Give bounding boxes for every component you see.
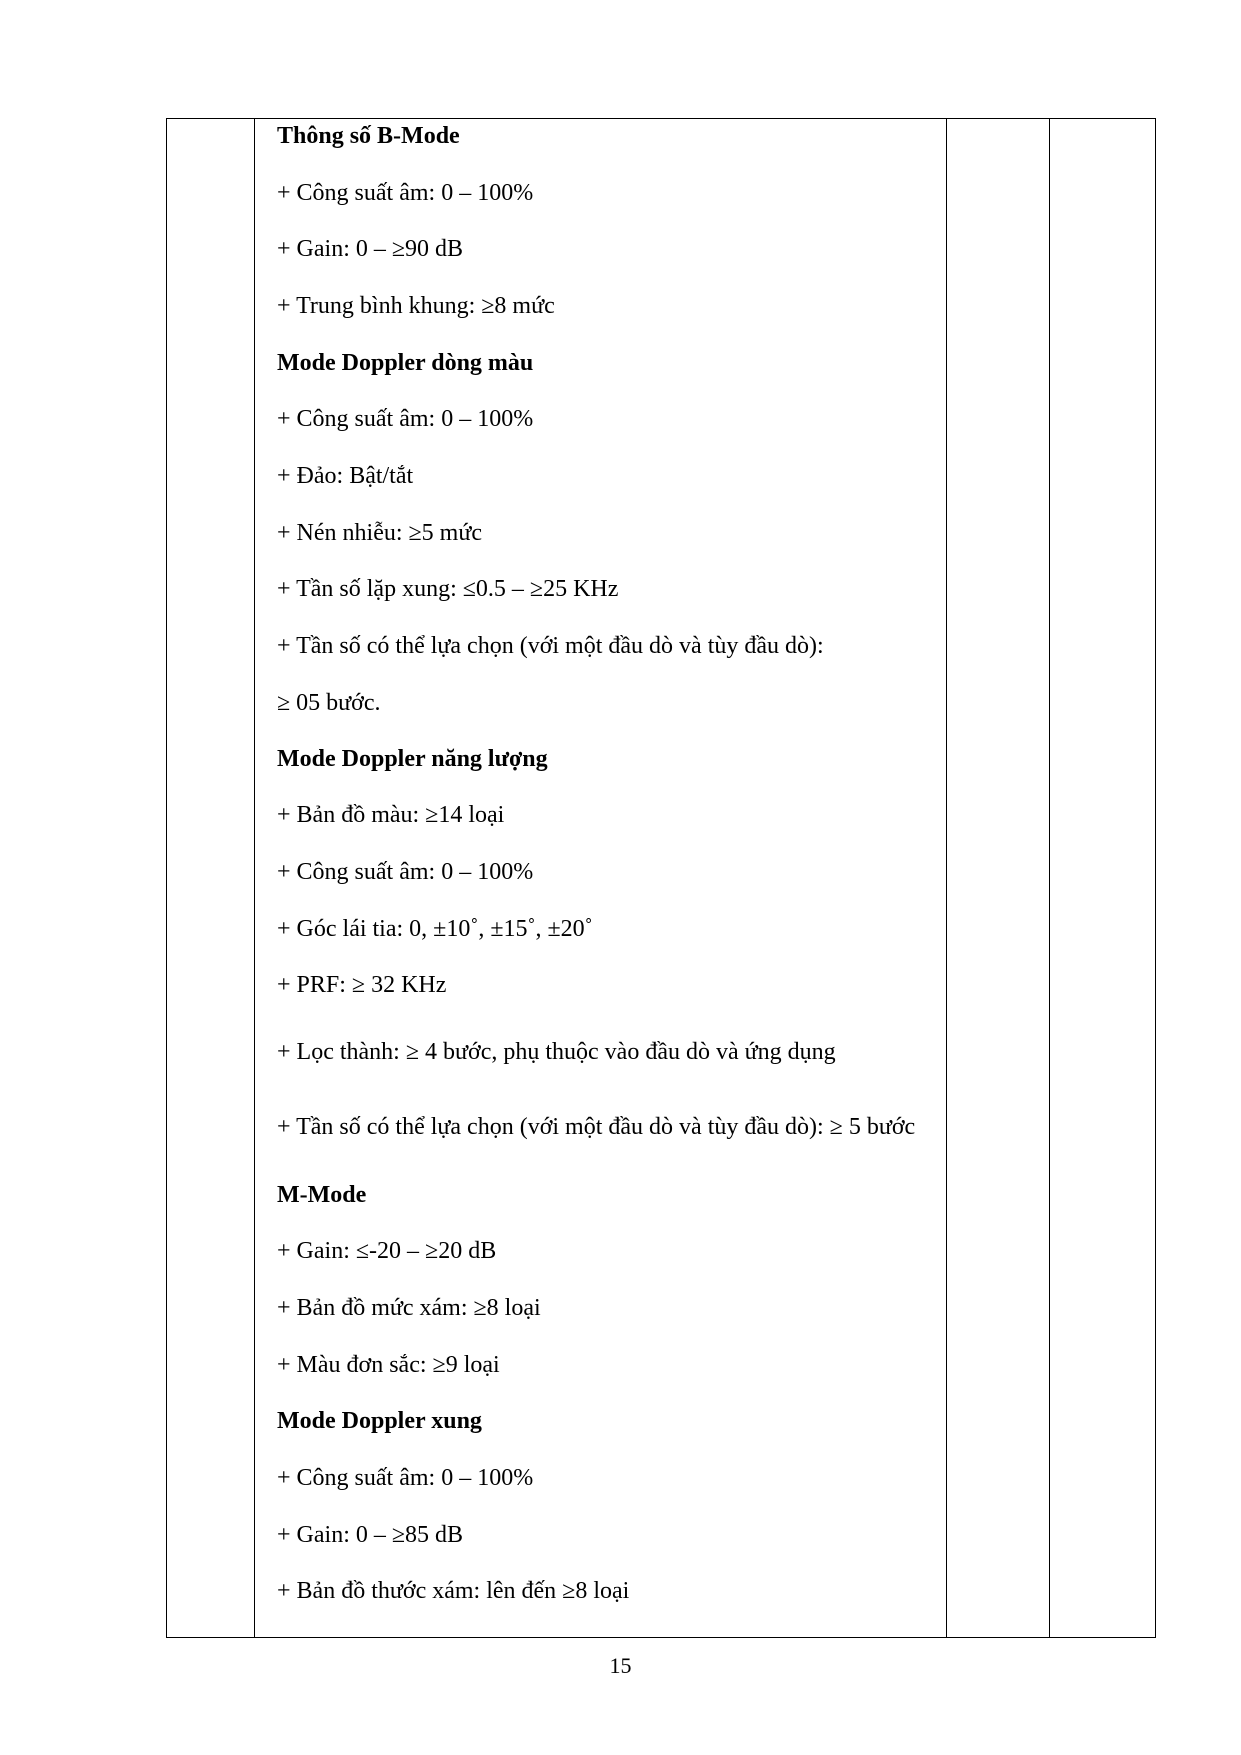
spec-line: + Gain: ≤-20 – ≥20 dB (277, 1238, 497, 1264)
section-heading: M-Mode (277, 1182, 367, 1208)
spec-line: + Gain: 0 – ≥85 dB (277, 1522, 464, 1548)
spec-line: ≥ 05 bước. (277, 690, 381, 716)
spec-line: + Trung bình khung: ≥8 mức (277, 293, 555, 319)
page-number: 15 (609, 1653, 632, 1678)
spec-line: + Màu đơn sắc: ≥9 loại (277, 1352, 500, 1378)
column-divider (254, 119, 255, 1637)
spec-line: + Tần số lặp xung: ≤0.5 – ≥25 KHz (277, 576, 619, 602)
spec-line: + Công suất âm: 0 – 100% (277, 406, 534, 432)
section-heading: Mode Doppler năng lượng (277, 746, 548, 772)
spec-line: + Tần số có thể lựa chọn (với một đầu dò và tùy đầu dò): ≥ 5 bước (277, 1114, 916, 1140)
spec-line: + Gain: 0 – ≥90 dB (277, 236, 464, 262)
spec-line: + Góc lái tia: 0, ±10˚, ±15˚, ±20˚ (277, 916, 593, 942)
column-divider (1049, 119, 1050, 1637)
spec-line: + PRF: ≥ 32 KHz (277, 972, 447, 998)
spec-line: + Công suất âm: 0 – 100% (277, 1465, 534, 1491)
section-heading: Thông số B-Mode (277, 123, 460, 149)
spec-line: + Bản đồ thước xám: lên đến ≥8 loại (277, 1578, 630, 1604)
spec-line: + Công suất âm: 0 – 100% (277, 180, 534, 206)
spec-line: + Đảo: Bật/tắt (277, 463, 414, 489)
section-heading: Mode Doppler dòng màu (277, 350, 534, 376)
column-divider (946, 119, 947, 1637)
spec-line: + Lọc thành: ≥ 4 bước, phụ thuộc vào đầu dò và ứng dụng (277, 1039, 836, 1065)
spec-line: + Tần số có thể lựa chọn (với một đầu dò và tùy đầu dò): (277, 633, 824, 659)
spec-line: + Nén nhiễu: ≥5 mức (277, 520, 483, 546)
spec-line: + Công suất âm: 0 – 100% (277, 859, 534, 885)
spec-line: + Bản đồ màu: ≥14 loại (277, 802, 505, 828)
spec-line: + Bản đồ mức xám: ≥8 loại (277, 1295, 541, 1321)
section-heading: Mode Doppler xung (277, 1408, 482, 1434)
